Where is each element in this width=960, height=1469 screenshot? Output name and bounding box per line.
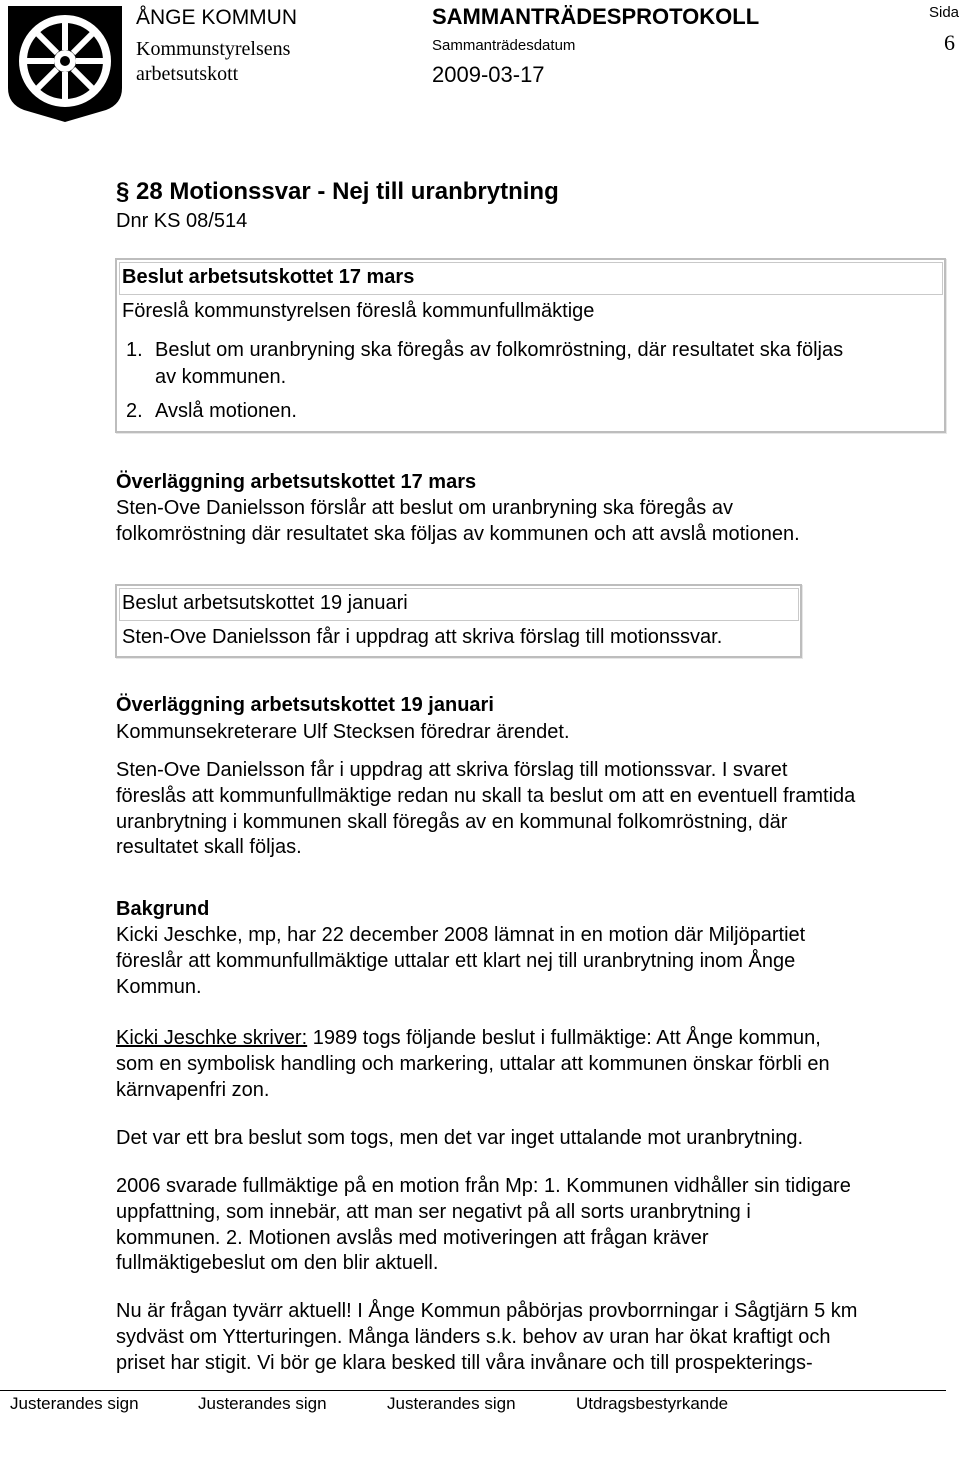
deliberation-heading-march: Överläggning arbetsutskottet 17 mars xyxy=(116,471,477,493)
paragraph-line: 2006 svarade fullmäktige på en motion från Mp: 1. Kommunen vidhåller sin tidigare xyxy=(116,1175,851,1197)
footer-signature-3: Justerandes sign xyxy=(387,1394,516,1413)
municipality-name: ÅNGE KOMMUN xyxy=(136,6,298,29)
deliberation-text-january-paragraph xyxy=(116,758,956,861)
deliberation-heading-january: Överläggning arbetsutskottet 19 januari xyxy=(116,694,494,716)
section-title: § 28 Motionssvar - Nej till uranbrytning xyxy=(116,178,559,205)
background-paragraph-3 xyxy=(116,1126,956,1152)
paragraph-line: kommunen. 2. Motionen avslås med motiveringen att frågan kräver xyxy=(116,1226,709,1249)
paragraph-line: Kicki Jeschke, mp, har 22 december 2008 lämnat in en motion där Miljöpartiet xyxy=(116,924,806,946)
document-type: SAMMANTRÄDESPROTOKOLL xyxy=(432,4,760,29)
paragraph-line: föreslår att kommunfullmäktige uttalar ett klart nej till uranbrytning inom Ånge xyxy=(116,949,796,972)
paragraph-line: uppfattning, som innebär, att man ser negativt på all sorts uranbrytning i xyxy=(116,1200,751,1223)
quote-text: 1989 togs följande beslut i fullmäktige: Att Ånge kommun, xyxy=(307,1027,821,1049)
paragraph-line: Sten-Ove Danielsson får i uppdrag att skriva förslag till motionssvar. I svaret xyxy=(116,759,788,781)
footer-signature-2: Justerandes sign xyxy=(198,1394,327,1413)
paragraph-line xyxy=(116,1026,956,1052)
decision-heading-march: Beslut arbetsutskottet 17 mars xyxy=(122,266,415,288)
paragraph-line: resultatet skall följas. xyxy=(116,836,302,859)
municipality-coat-of-arms-logo xyxy=(6,4,124,124)
page-label: Sida xyxy=(929,4,960,21)
decision-item-2-number: 2. xyxy=(126,400,143,422)
background-paragraph-2 xyxy=(116,1026,956,1103)
decision-item-1-number: 1. xyxy=(126,339,143,361)
decision-heading-january: Beslut arbetsutskottet 19 januari xyxy=(122,592,408,614)
committee-name-line2: arbetsutskott xyxy=(136,63,239,85)
paragraph-line: Nu är frågan tyvärr aktuell! I Ånge Kommun påbörjas provborrningar i Sågtjärn 5 km xyxy=(116,1300,858,1322)
paragraph-line: föreslås att kommunfullmäktige redan nu skall ta beslut om att en eventuell framtida xyxy=(116,784,856,807)
paragraph-line: fullmäktigebeslut om den blir aktuell. xyxy=(116,1252,439,1275)
decision-intro: Föreslå kommunstyrelsen föreslå kommunfullmäktige xyxy=(122,300,595,322)
meeting-date-label: Sammanträdesdatum xyxy=(432,37,576,54)
deliberation-text-march-line1: Sten-Ove Danielsson förslår att beslut om uranbryning ska föregås av xyxy=(116,497,733,519)
deliberation-text-march-line2: folkomröstning där resultatet ska följas av kommunen och att avslå motionen. xyxy=(116,523,800,545)
committee-name-line1: Kommunstyrelsens xyxy=(136,38,291,60)
paragraph-line: Kommun. xyxy=(116,975,202,998)
paragraph-line: kärnvapenfri zon. xyxy=(116,1078,270,1101)
background-paragraph-5 xyxy=(116,1299,956,1376)
background-paragraph-4 xyxy=(116,1174,956,1277)
decision-item-1-text: Beslut om uranbryning ska föregås av folkomröstning, där resultatet ska följas xyxy=(155,339,844,361)
paragraph-line: priset har stigit. Vi bör ge klara besked till våra invånare och till prospekterings- xyxy=(116,1351,813,1374)
background-paragraph-1 xyxy=(116,923,956,1000)
footer-divider xyxy=(0,1390,946,1391)
decision-text-january: Sten-Ove Danielsson får i uppdrag att skriva förslag till motionssvar. xyxy=(122,626,723,648)
page-number: 6 xyxy=(944,30,955,55)
paragraph-line: Det var ett bra beslut som togs, men det var inget uttalande mot uranbrytning. xyxy=(116,1127,804,1149)
background-heading: Bakgrund xyxy=(116,898,210,920)
decision-item-1-text-cont: av kommunen. xyxy=(155,366,287,388)
footer-signature-1: Justerandes sign xyxy=(10,1394,139,1413)
paragraph-line: sydväst om Ytterturingen. Många länders s.k. behov av uran har ökat kraftigt och xyxy=(116,1325,831,1348)
footer-extract-certification: Utdragsbestyrkande xyxy=(576,1394,729,1413)
deliberation-text-january-intro: Kommunsekreterare Ulf Stecksen föredrar ärendet. xyxy=(116,721,570,743)
meeting-date: 2009-03-17 xyxy=(432,62,545,87)
paragraph-line: som en symbolisk handling och markering, uttalar att kommunen önskar förbli en xyxy=(116,1052,830,1075)
decision-item-2-text: Avslå motionen. xyxy=(155,400,297,422)
quote-attribution: Kicki Jeschke skriver: xyxy=(116,1027,308,1049)
paragraph-line: uranbrytning i kommunen skall föregås av en kommunal folkomröstning, där xyxy=(116,810,788,833)
case-number: Dnr KS 08/514 xyxy=(116,210,248,232)
